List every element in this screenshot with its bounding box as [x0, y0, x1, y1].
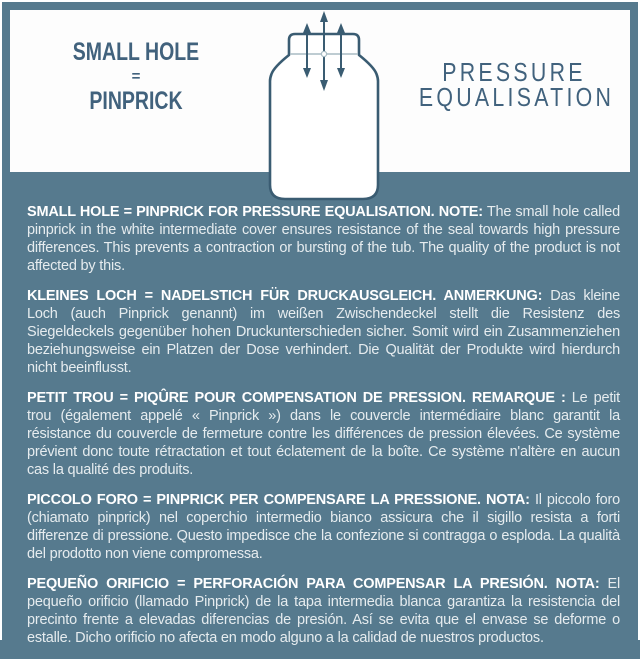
right-title [398, 57, 630, 112]
pinprick-hole [321, 51, 326, 56]
left-title-line2: PINPRICK [89, 87, 183, 115]
note-body-de: Das kleine Loch (auch Pinprick genannt) im weißen Zwischendeckel stellt die Resistenz des Siegeldeckels gegenüber hohen Druckunterschieden sicher. Somit wird ein Zusammenziehen beziehungsweise ein Platzen der Dose verhindert. Die Qualität der Produkte wird hierdurch nicht beeinflusst. [27, 288, 621, 376]
note-body-en: The small hole called pinprick in the white intermediate cover ensures resistance of the seal towards high pressure differences. This prevents a contraction or bursting of the tub. The quality of the product is not affected by this. [27, 204, 620, 274]
jar-illustration [260, 7, 390, 207]
note-heading-it: PICCOLO FORO = PINPRICK PER COMPENSARE LA PRESSIONE. NOTA: [27, 492, 530, 508]
note-heading-es: PEQUEÑO ORIFICIO = PERFORACIÓN PARA COMPENSAR LA PRESIÓN. NOTA: [27, 576, 600, 592]
note-paragraph-it [27, 491, 620, 563]
left-title [10, 38, 262, 115]
note-heading-de: KLEINES LOCH = NADELSTICH FÜR DRUCKAUSGLEICH. ANMERKUNG: [27, 288, 543, 304]
note-heading-fr: PETIT TROU = PIQÛRE POUR COMPENSATION DE PRESSION. REMARQUE : [27, 390, 566, 406]
note-paragraph-de [27, 287, 620, 377]
note-paragraph-en [27, 203, 620, 275]
multilingual-notes [27, 203, 620, 659]
note-body-fr: Le petit trou (également appelé « Pinprick ») dans le couvercle intermédiaire blanc garantit la résistance du couvercle de fermeture contre les différences de pression élevées. Ce système prévient donc toute rétractation et tout éclatement de la boîte. Ce système n'altère en aucun cas la qualité des produits. [27, 390, 620, 478]
note-body-es: El pequeño orificio (llamado Pinprick) de la tapa intermedia blanca garantiza la resistencia del precinto frente a elevadas diferencias de presión. Así se evita que el envase se deforme o estalle. Dicho orificio no afecta en modo alguno a la calidad de nuestros productos. [27, 576, 620, 646]
right-title-line2: EQUALISATION [418, 82, 615, 112]
right-title-line1: PRESSURE [442, 57, 586, 87]
note-body-it: Il piccolo foro (chiamato pinprick) nel coperchio intermedio bianco assicura che il sigillo resista a forti differenze di pressione. Questo impedisce che la confezione si contragga o esploda. La qualità del prodotto non viene compromessa. [27, 492, 620, 562]
equals-sign: = [131, 68, 141, 85]
left-title-line1: SMALL HOLE [72, 38, 200, 66]
jar-svg [260, 7, 390, 207]
note-heading-en: SMALL HOLE = PINPRICK FOR PRESSURE EQUALISATION. NOTE: [27, 204, 483, 220]
note-paragraph-fr [27, 389, 620, 479]
note-paragraph-es [27, 575, 620, 647]
